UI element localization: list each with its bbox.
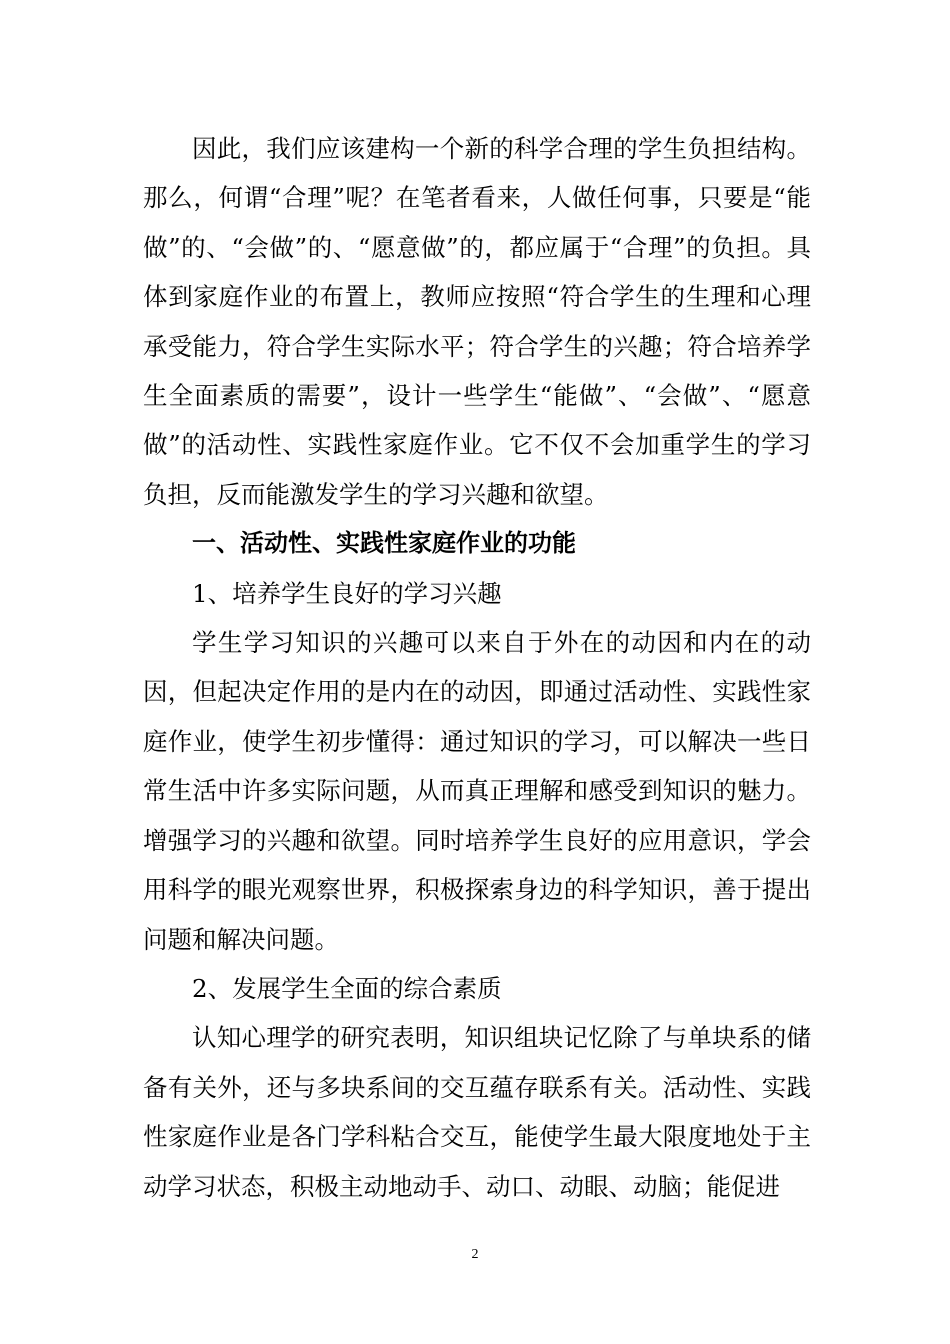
document-body	[143, 124, 811, 1211]
page-number: 2	[471, 1247, 479, 1262]
subsection-2-body: 认知心理学的研究表明，知识组块记忆除了与单块系的储备有关外，还与多块系间的交互蕴存联系有关。活动性、实践性家庭作业是各门学科粘合交互，能使学生最大限度地处于主动学习状态，积极主动地动手、动口、动眼、动脑；能促进	[143, 1023, 811, 1201]
subsection-1-title: 1、培养学生良好的学习兴趣	[192, 578, 502, 608]
subsection-2-title: 2、发展学生全面的综合素质	[192, 973, 502, 1003]
section-heading: 一、活动性、实践性家庭作业的功能	[192, 529, 576, 558]
subsection-1-body: 学生学习知识的兴趣可以来自于外在的动因和内在的动因，但起决定作用的是内在的动因，即通过活动性、实践性家庭作业，使学生初步懂得：通过知识的学习，可以解决一些日常生活中许多实际问题，从而真正理解和感受到知识的魅力。增强学习的兴趣和欲望。同时培养学生良好的应用意识，学会用科学的眼光观察世界，积极探索身边的科学知识，善于提出问题和解决问题。	[143, 628, 811, 954]
intro-paragraph: 因此，我们应该建构一个新的科学合理的学生负担结构。那么，何谓“合理”呢？在笔者看来，人做任何事，只要是“能做”的、“会做”的、“愿意做”的，都应属于“合理”的负担。具体到家庭作业的布置上，教师应按照“符合学生的生理和心理承受能力，符合学生实际水平；符合学生的兴趣；符合培养学生全面素质的需要”，设计一些学生“能做”、“会做”、“愿意做”的活动性、实践性家庭作业。它不仅不会加重学生的学习负担，反而能激发学生的学习兴趣和欲望。	[143, 134, 811, 509]
